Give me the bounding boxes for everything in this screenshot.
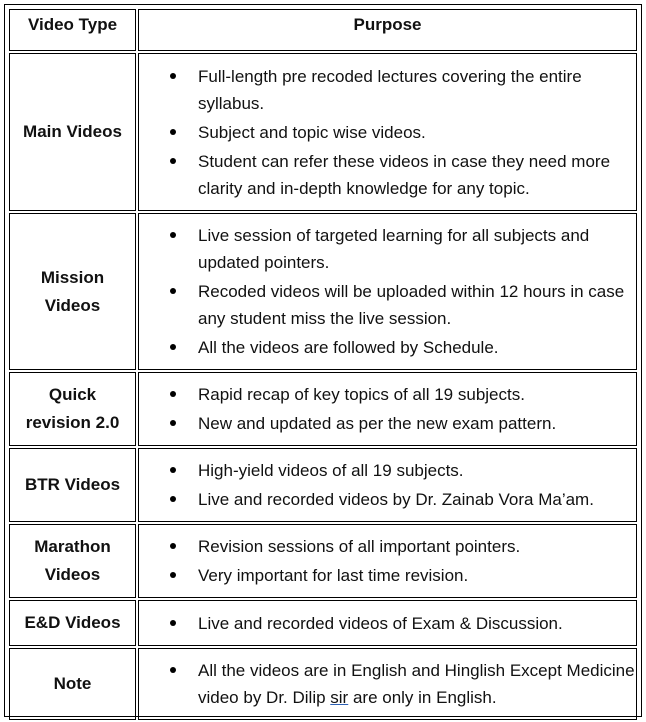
table-row [9, 648, 637, 720]
list-item: Live session of targeted learning for all subjects and updated pointers. [198, 222, 636, 276]
list-item: Live and recorded videos by Dr. Zainab Vora Ma’am. [198, 486, 636, 513]
list-item [198, 657, 636, 711]
table-row [9, 448, 637, 522]
header-purpose: Purpose [138, 9, 637, 51]
purpose-list [139, 381, 636, 437]
list-item: Recoded videos will be uploaded within 12 hours in case any student miss the live session. [198, 278, 636, 332]
note-text-after: are only in English. [348, 688, 497, 707]
table-row [9, 600, 637, 646]
row-purpose [138, 600, 637, 646]
row-purpose [138, 372, 637, 446]
list-item: All the videos are followed by Schedule. [198, 334, 636, 361]
list-item: Student can refer these videos in case they need more clarity and in-depth knowledge for any topic. [198, 148, 636, 202]
row-type-label: Mission Videos [9, 213, 136, 370]
purpose-list [139, 657, 636, 711]
purpose-list [139, 222, 636, 361]
list-item: Very important for last time revision. [198, 562, 636, 589]
video-types-table-frame [4, 4, 642, 717]
note-text-underlined: sir [330, 688, 349, 707]
purpose-list [139, 610, 636, 637]
header-video-type: Video Type [9, 9, 136, 51]
table-row [9, 213, 637, 370]
note-text-before: All the videos are in English and Hinglish Except Medicine video by Dr. Dilip [198, 661, 635, 707]
purpose-list [139, 63, 636, 202]
purpose-list [139, 457, 636, 513]
row-purpose [138, 524, 637, 598]
row-purpose [138, 448, 637, 522]
video-types-table [7, 7, 639, 722]
table-row [9, 372, 637, 446]
list-item: New and updated as per the new exam pattern. [198, 410, 636, 437]
list-item: Subject and topic wise videos. [198, 119, 636, 146]
row-purpose [138, 213, 637, 370]
row-purpose [138, 53, 637, 211]
list-item: High-yield videos of all 19 subjects. [198, 457, 636, 484]
row-type-label: E&D Videos [9, 600, 136, 646]
list-item: Full-length pre recoded lectures covering the entire syllabus. [198, 63, 636, 117]
list-item: Revision sessions of all important pointers. [198, 533, 636, 560]
row-type-label: Quick revision 2.0 [9, 372, 136, 446]
purpose-list [139, 533, 636, 589]
row-purpose [138, 648, 637, 720]
row-type-label: Note [9, 648, 136, 720]
header-row [9, 9, 637, 51]
row-type-label: BTR Videos [9, 448, 136, 522]
list-item: Rapid recap of key topics of all 19 subjects. [198, 381, 636, 408]
list-item: Live and recorded videos of Exam & Discussion. [198, 610, 636, 637]
table-row [9, 53, 637, 211]
table-row [9, 524, 637, 598]
row-type-label: Marathon Videos [9, 524, 136, 598]
row-type-label: Main Videos [9, 53, 136, 211]
